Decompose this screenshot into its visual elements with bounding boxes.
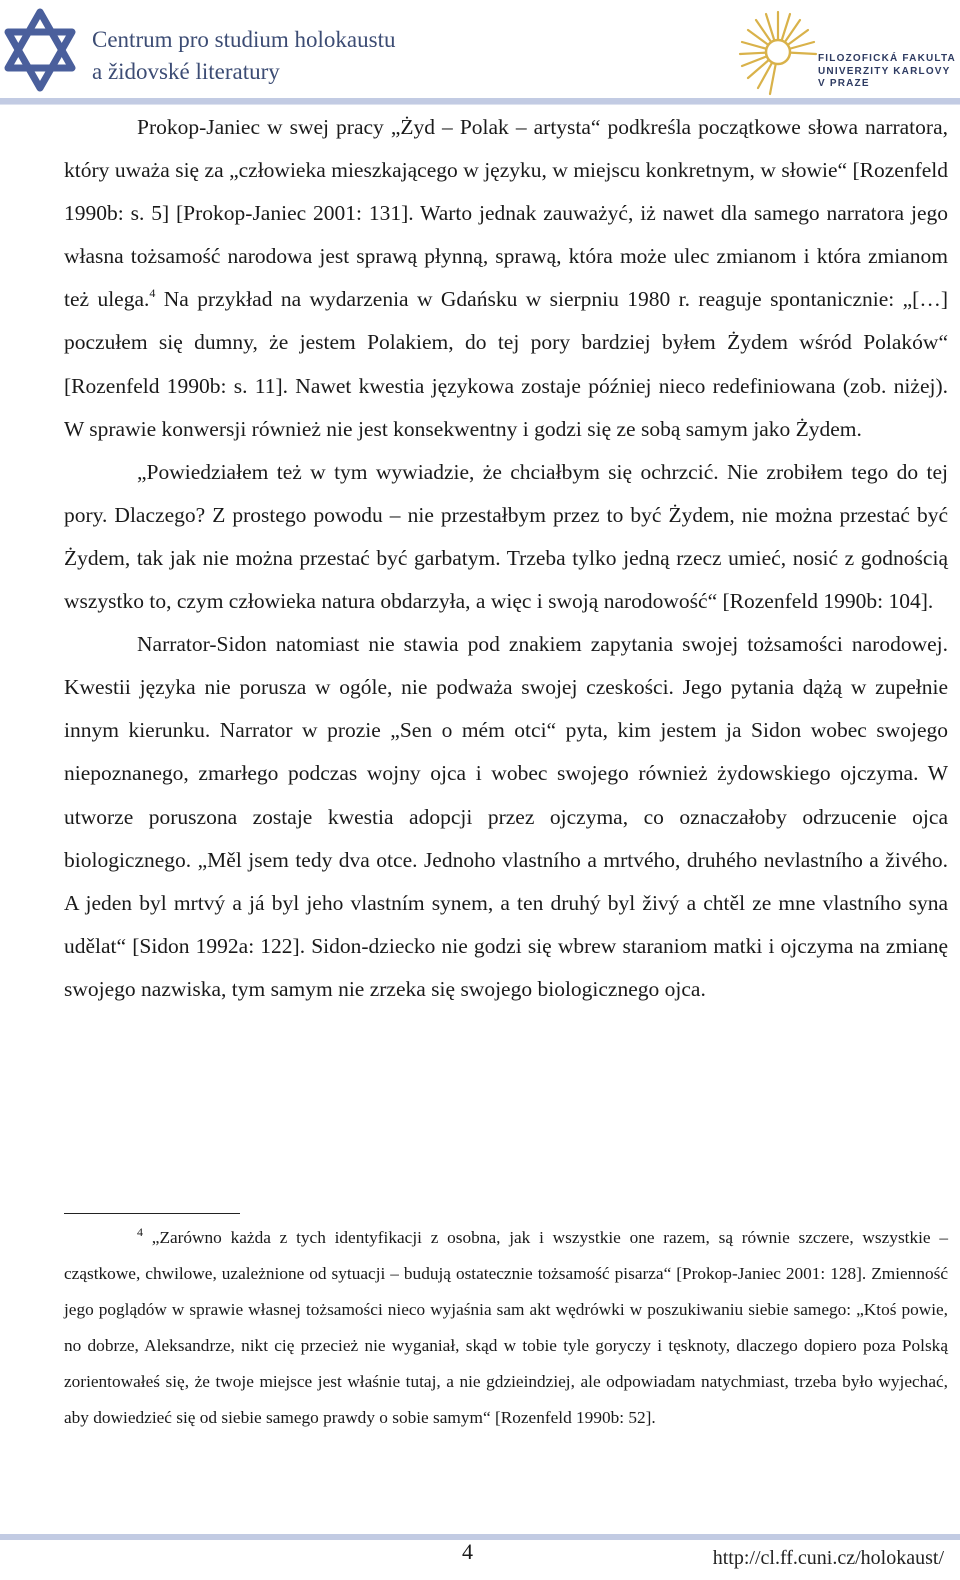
center-name-line2: a židovské literatury	[92, 59, 280, 84]
footer-url-link[interactable]: http://cl.ff.cuni.cz/holokaust/	[712, 1547, 944, 1569]
block-quote: „Powiedziałem też w tym wywiadzie, że chciałbym się ochrzcić. Nie zrobiłem tego do tej pory. Dlaczego? Z prostego powodu – nie przestałbym przez to być Żydem, nie można przestać być Żydem, tak jak nie można przestać być garbatym. Trzeba tylko jedną rzecz umieć, nosić z godnością wszystko to, czym człowieka natura obdarzyła, a więc i swoją narodowość“ [Rozenfeld 1990b: 104].	[64, 459, 948, 614]
footnote-separator	[64, 1213, 240, 1214]
footnote-text: „Zarówno każda z tych identyfikacji z osobna, jak i wszystkie one razem, są równie szczere, wszystkie – cząstkowe, chwilowe, uzależnione od sytuacji – budują ostatecznie tożsamość pisarza“ [Prokop-Janiec 2001: 128]. Zmienność jego poglądów w sprawie własnej tożsamości nieco wyjaśnia sam akt wędrówki w poszukiwaniu siebie samego: „Ktoś powie, no dobrze, Aleksandrze, nikt cię przecież nie wyganiał, skąd w tobie tyle goryczy i tęsknoty, dlaczego dopiero poza Polską zorientowałeś się, że twoje miejsce jest właśnie tutaj, a nie gdzieindziej, ale odpowiadam natychmiast, trzeba było wyjechać, aby dowiedzieć się od siebie samego prawdy o sobie samym“ [Rozenfeld 1990b: 52].	[64, 1228, 948, 1428]
paragraph-1-part-a: Prokop-Janiec w swej pracy „Żyd – Polak – artysta“ podkreśla początkowe słowa narratora, który uważa się za „człowieka mieszkającego w języku, w miejscu konkretnym, w słowie“ [Rozenfeld 1990b: s. 5] [Prokop-Janiec 2001: 131]. Warto jednak zauważyć, iż nawet dla samego narratora jego własna tożsamość narodowa jest sprawą płynną, sprawą, która może ulec zmianom i która zmianom też ulega.	[64, 115, 948, 312]
page-number: 4	[462, 1539, 473, 1564]
faculty-name-line2: UNIVERZITY KARLOVY	[818, 65, 951, 77]
paragraph-1-part-b: Na przykład na wydarzenia w Gdańsku w sierpniu 1980 r. reaguje spontanicznie: „[…] poczułem się dumny, że jestem Polakiem, do tej pory bardziej byłem Żydem wśród Polaków“ [Rozenfeld 1990b: s. 11]. Nawet kwestia językowa zostaje później nieco redefiniowana (zob. niżej). W sprawie konwersji również nie jest konsekwentny i godzi się ze sobą samym jako Żydem.	[64, 287, 948, 441]
header-divider-thin	[0, 104, 960, 105]
footnote-number: 4	[137, 1225, 143, 1239]
center-name-line1: Centrum pro studium holokaustu	[92, 27, 396, 52]
footnote-reference[interactable]: 4	[149, 286, 156, 301]
paragraph: Narrator-Sidon natomiast nie stawia pod znakiem zapytania swojej tożsamości narodowej. Kwestii języka nie porusza w ogóle, nie podważa swojej czeskości. Jego pytania dążą w zupełnie innym kierunku. Narrator w prozie „Sen o mém otci“ pyta, kim jestem ja Sidon wobec swojego niepoznanego, zmarłego podczas wojny ojca i wobec swojego również żydowskiego ojczyma. W utworze poruszona zostaje kwestia adopcji przez ojczyma, co oznaczałoby odrzucenie ojca biologicznego. „Měl jsem tedy dva otce. Jednoho vlastního a mrtvého, druhého nevlastního a živého. A jeden byl mrtvý a já byl jeho vlastním synem, a ten druhý byl živý a chtěl ze mne vlastního syna udělat“ [Sidon 1992a: 122]. Sidon-dziecko nie godzi się wbrew staraniom matki i ojczyma na zmianę swojego nazwiska, tym samym nie zrzeka się swojego biologicznego ojca.	[64, 632, 948, 1001]
faculty-sun-logo-icon	[738, 6, 818, 98]
faculty-name-line3: V PRAZE	[818, 78, 870, 89]
page-header	[0, 0, 960, 106]
footnote	[64, 1220, 948, 1437]
footer-divider	[0, 1534, 960, 1540]
faculty-name	[818, 53, 958, 91]
footnote-paragraph	[64, 1220, 948, 1437]
main-text	[64, 106, 948, 1011]
faculty-name-line1: FILOZOFICKÁ FAKULTA	[818, 53, 956, 64]
center-name	[92, 24, 395, 88]
paragraph	[64, 106, 948, 451]
star-of-david-icon	[4, 8, 76, 92]
